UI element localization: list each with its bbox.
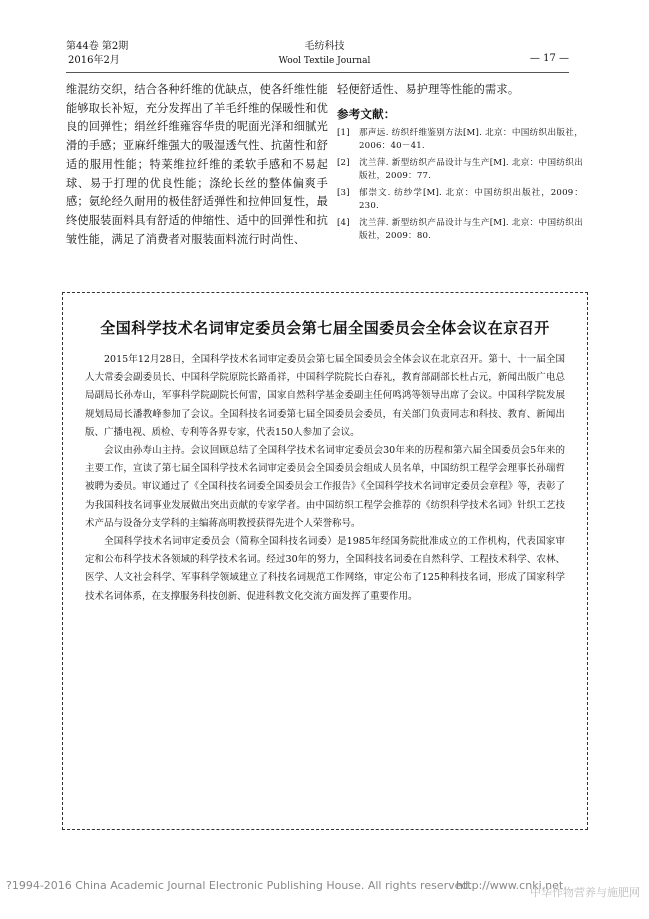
notice-paragraph: 全国科学技术名词审定委员会（简称全国科技名词委）是1985年经国务院批准成立的工作机构，代表国家审定和公布科学技术各领域的科学技术名词。经过30年的努力，全国科技名词委在自然科学、工程技术科学、农林、医学、人文社会科学、军事科学领域建立了科技名词规范工作网络，审定公布了125种科技名词，形成了国家科学技术名词体系，在支撑服务科技创新、促进科教文化交流方面发挥了重要作用。: [85, 536, 565, 602]
news-notice-box: [62, 292, 588, 830]
reference-item: [337, 127, 583, 153]
journal-name-en: Wool Textile Journal: [278, 56, 371, 66]
reference-number: [1]: [337, 128, 350, 139]
cnki-link[interactable]: http://www.cnki.net: [456, 879, 564, 892]
notice-body: [85, 351, 565, 606]
volume-issue: 第44卷 第2期: [66, 41, 129, 52]
site-watermark: 中华作物营养与施肥网: [530, 886, 640, 899]
reference-list: [337, 127, 583, 243]
reference-number: [3]: [337, 188, 350, 199]
notice-paragraph: 2015年12月28日，全国科学技术名词审定委员会第七届全国委员会全体会议在北京召开。第十、十一届全国人大常委会副委员长、中国科学院原院长路甬祥，中国科学院院长白春礼，教育部副部长杜占元，新闻出版广电总局副局长孙寿山，军事科学院副院长何雷，国家自然科学基金委副主任何鸣鸿等领导出席了会议。中国科学院发展规划局局长潘教峰参加了会议。全国科技名词委第七届全国委员会委员，有关部门负责同志和科技、教育、新闻出版、广播电视、质检、专利等各界专家，代表150人参加了会议。: [85, 354, 565, 438]
reference-number: [2]: [337, 158, 350, 169]
reference-item: [337, 217, 583, 243]
reference-text: 郁崇文. 纺纱学[M]. 北京：中国纺织出版社，2009：230.: [359, 188, 583, 212]
references-title: 参考文献：: [337, 106, 396, 121]
reference-text: 沈兰萍. 新型纺织产品设计与生产[M]. 北京：中国纺织出版社，2009：77.: [359, 158, 583, 182]
reference-item: [337, 187, 583, 213]
notice-paragraph: 会议由孙寿山主持。会议回顾总结了全国科学技术名词审定委员会30年来的历程和第六届全国委员会5年来的主要工作，宣读了第七届全国科学技术名词审定委员会全国委员会组成人员名单，中国纺织工程学会理事长孙瑞哲被聘为委员。审议通过了《全国科技名词委全国委员会工作报告》《全国科学技术名词审定委员会章程》等，表彰了为我国科技名词事业发展做出突出贡献的专家学者。由中国纺织工程学会推荐的《纺织科学技术名词》针织工艺技术产品与设备分支学科的主编蒋高明教授获得先进个人荣誉称号。: [85, 445, 565, 529]
copyright-text: ?1994-2016 China Academic Journal Electronic Publishing House. All rights reserved.: [6, 879, 472, 892]
right-column: [337, 81, 583, 247]
journal-name-cn: 毛纺科技: [304, 41, 345, 52]
reference-text: 沈兰萍. 新型纺织产品设计与生产[M]. 北京：中国纺织出版社，2009：80.: [359, 218, 583, 242]
issue-date: 2016年2月: [68, 55, 120, 66]
reference-text: 那声远. 纺织纤维鉴别方法[M]. 北京：中国纺织出版社，2006：40－41.: [359, 128, 583, 152]
notice-title: 全国科学技术名词审定委员会第七届全国委员会全体会议在京召开: [100, 319, 550, 337]
header-rule: [66, 72, 569, 73]
left-column-text: 维混纺交织，结合各种纤维的优缺点，使各纤维性能能够取长补短，充分发挥出了羊毛纤维的保暖性和优良的回弹性；绢丝纤维雍容华贵的呢面光泽和细腻光滑的手感；亚麻纤维强大的吸湿透气性、抗菌性和舒适的服用性能；特莱维拉纤维的柔软手感和不易起球、易于打理的优良性能；涤纶长丝的整体偏爽手感；氨纶经久耐用的极佳舒适弹性和拉伸回复性，最终使服装面料具有舒适的伸缩性、适中的回弹性和抗皱性能，满足了消费者对服装面料流行时尚性、: [66, 83, 328, 246]
reference-number: [4]: [337, 218, 350, 229]
page-number: — 17 —: [529, 53, 569, 64]
reference-item: [337, 157, 583, 183]
right-column-text: 轻便舒适性、易护理等性能的需求。: [337, 83, 520, 96]
